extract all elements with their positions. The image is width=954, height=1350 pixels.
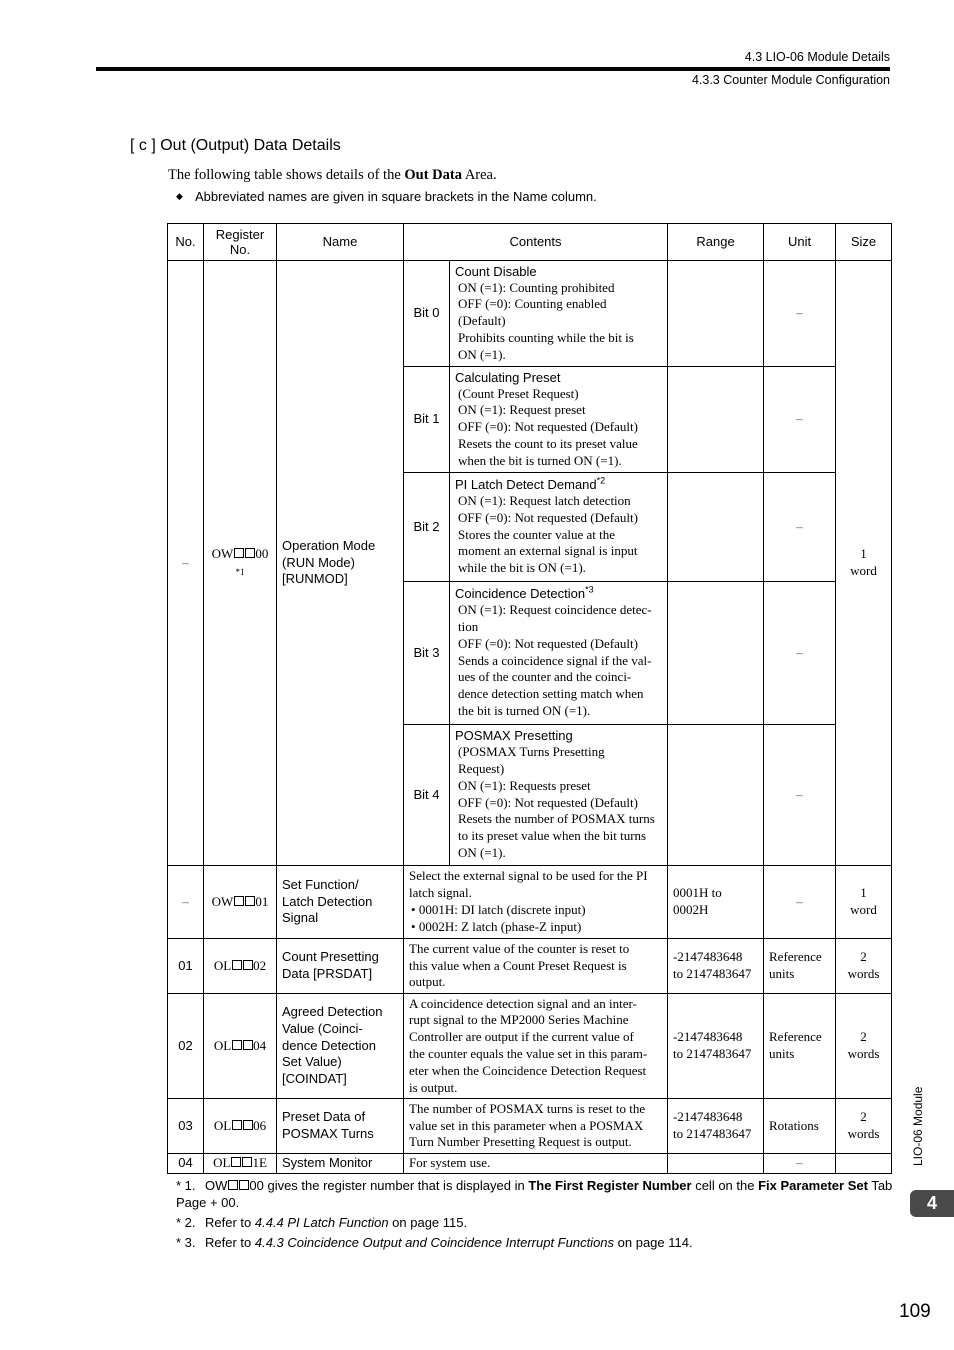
reg-suffix: 06 <box>253 1117 267 1133</box>
name-line: Operation Mode <box>282 537 376 553</box>
size-line: words <box>847 966 880 981</box>
placeholder-box-icon <box>245 548 255 558</box>
placeholder-box-icon <box>242 1157 252 1167</box>
reg-suffix: 00 <box>255 545 269 561</box>
desc-line: ON (=1): Counting prohibited <box>458 279 615 295</box>
name-line: (RUN Mode) <box>282 554 355 570</box>
footnote-ref: *2 <box>596 475 606 486</box>
bit-label: Bit 2 <box>404 473 450 582</box>
desc-line: Stores the counter value at the <box>458 526 616 542</box>
reg-prefix: OL <box>213 957 232 973</box>
row-name <box>277 939 404 994</box>
size-line: words <box>847 1126 880 1141</box>
col-header-size: Size <box>836 224 892 261</box>
row-contents <box>404 1099 668 1154</box>
name-line: Signal <box>282 910 319 926</box>
list-item: • 0002H: Z latch (phase-Z input) <box>411 918 582 934</box>
bit-contents <box>450 261 668 367</box>
row-no: 04 <box>168 1154 204 1174</box>
reg-suffix: 1E <box>252 1155 267 1171</box>
size-line: 1 <box>860 546 867 562</box>
contents-line: For system use. <box>409 1155 491 1171</box>
row-unit <box>764 1099 836 1154</box>
range-line: -2147483648 <box>673 1029 743 1045</box>
bit-title-text: PI Latch Detect Demand <box>455 477 597 492</box>
desc-line: OFF (=0): Not requested (Default) <box>458 794 638 810</box>
desc-line: OFF (=0): Not requested (Default) <box>458 635 638 651</box>
bit-label: Bit 1 <box>404 367 450 473</box>
footnote-text: Refer to <box>205 1215 255 1230</box>
intro-text: The following table shows details of the <box>168 167 405 183</box>
bit-label: Bit 0 <box>404 261 450 367</box>
footnote-2 <box>176 1214 467 1231</box>
placeholder-box-icon <box>232 1120 242 1130</box>
bit-label: Bit 3 <box>404 582 450 725</box>
reg-prefix: OL <box>213 1155 231 1171</box>
bit-unit: – <box>764 367 836 473</box>
table-row <box>168 1099 892 1154</box>
name-line: Set Function/ <box>282 876 359 892</box>
row-register <box>204 939 277 994</box>
row-register <box>204 866 277 939</box>
col-header-no: No. <box>168 224 204 261</box>
chapter-tab: 4 <box>910 1190 954 1217</box>
desc-line: OFF (=0): Counting enabled <box>458 296 607 312</box>
bit-range <box>668 582 764 725</box>
placeholder-box-icon <box>232 1040 242 1050</box>
row-range <box>668 939 764 994</box>
desc-line: Prohibits counting while the bit is <box>458 329 634 345</box>
contents-line: the counter equals the value set in this param- <box>409 1046 648 1061</box>
unit-line: units <box>769 966 795 981</box>
page-number: 109 <box>899 1301 931 1322</box>
footnote-ref: *3 <box>585 584 594 595</box>
row-no: 01 <box>168 939 204 994</box>
desc-line: (Count Preset Request) <box>458 385 579 401</box>
bit-title <box>455 477 662 493</box>
col-header-unit: Unit <box>764 224 836 261</box>
section-title: [ c ] Out (Output) Data Details <box>130 137 341 154</box>
table-header-row <box>168 224 892 261</box>
footnote-reference: 4.4.4 PI Latch Function <box>254 1215 389 1230</box>
bit-description <box>455 744 662 862</box>
range-line: to 2147483647 <box>673 1126 752 1141</box>
reg-prefix: OL <box>213 1037 232 1053</box>
bullet-icon: ◆ <box>176 191 183 201</box>
row-op-name <box>277 261 404 866</box>
name-line: Latch Detection <box>282 893 373 909</box>
bit-label: Bit 4 <box>404 725 450 866</box>
bit-unit: – <box>764 261 836 367</box>
list-item: • 0001H: DI latch (discrete input) <box>411 902 586 917</box>
desc-line: ON (=1): Requests preset <box>458 777 591 793</box>
row-op-size <box>836 261 892 866</box>
row-name <box>277 994 404 1099</box>
footnote-text: Tab Page + 00. <box>176 1178 893 1210</box>
out-data-table <box>167 223 892 1174</box>
bit-title: POSMAX Presetting <box>455 728 573 744</box>
range-line: -2147483648 <box>673 949 743 965</box>
row-contents <box>404 866 668 939</box>
row-no: 02 <box>168 994 204 1099</box>
row-size <box>836 1099 892 1154</box>
name-line: [RUNMOD] <box>282 571 348 587</box>
bit-title-text: Coincidence Detection <box>455 586 586 602</box>
row-range <box>668 1154 764 1174</box>
range-line: to 2147483647 <box>673 966 752 981</box>
contents-line: rupt signal to the MP2000 Series Machine <box>409 1012 629 1028</box>
row-unit <box>764 994 836 1099</box>
unit-line: Reference <box>769 1029 822 1045</box>
contents-line: The current value of the counter is reset to <box>409 940 630 956</box>
row-contents <box>404 994 668 1099</box>
table-row <box>168 1154 892 1174</box>
running-header-subsection: 4.3.3 Counter Module Configuration <box>691 73 890 87</box>
placeholder-box-icon <box>245 896 255 906</box>
desc-line: OFF (=0): Not requested (Default) <box>458 419 638 435</box>
side-chapter-label: LIO-06 Module <box>911 1086 925 1166</box>
row-op-no: – <box>168 261 204 866</box>
desc-line: ON (=1). <box>458 844 506 860</box>
bit-unit: – <box>764 473 836 582</box>
name-line: dence Detection <box>282 1037 376 1053</box>
size-line: 2 <box>860 1109 867 1125</box>
header-rule <box>96 67 890 71</box>
range-line: -2147483648 <box>673 1109 743 1125</box>
bit-range <box>668 725 764 866</box>
placeholder-box-icon <box>234 896 244 906</box>
size-line: word <box>850 902 877 917</box>
name-line: Agreed Detection <box>282 1004 383 1019</box>
contents-line: Select the external signal to be used for the PI <box>409 868 648 884</box>
intro-paragraph <box>168 167 497 184</box>
footnote-text: 00 gives the register number that is displayed in <box>249 1178 529 1193</box>
reg-footnote-ref: *1 <box>235 566 245 577</box>
contents-line: this value when a Count Preset Request is <box>409 957 627 973</box>
placeholder-box-icon <box>243 1040 253 1050</box>
row-range <box>668 866 764 939</box>
placeholder-box-icon <box>232 960 242 970</box>
unit-line: Rotations <box>769 1117 819 1133</box>
footnote-bold: The First Register Number <box>528 1178 692 1193</box>
placeholder-box-icon <box>234 548 244 558</box>
size-line: word <box>850 563 877 578</box>
bit-contents <box>450 473 668 582</box>
bit-contents <box>450 725 668 866</box>
contents-line: value set in this parameter when a POSMAX <box>409 1117 644 1133</box>
table-row <box>168 939 892 994</box>
bit-description <box>455 386 662 470</box>
footnote-marker: * 3. <box>176 1235 196 1250</box>
table-row <box>168 866 892 939</box>
desc-line: OFF (=0): Not requested (Default) <box>458 509 638 525</box>
list-item-text: 0002H: Z latch (phase-Z input) <box>418 918 582 934</box>
row-no: 03 <box>168 1099 204 1154</box>
col-header-range: Range <box>668 224 764 261</box>
row-size <box>836 866 892 939</box>
intro-bold-term: Out Data <box>404 167 462 183</box>
contents-line: Controller are output if the current value of <box>409 1029 634 1045</box>
footnote-3 <box>176 1234 693 1251</box>
range-line: 0001H to <box>673 885 722 901</box>
name-line: Set Value) <box>282 1054 342 1070</box>
bit-description <box>455 602 662 720</box>
note-text: Abbreviated names are given in square brackets in the Name column. <box>195 189 597 204</box>
name-line: Count Presetting <box>282 949 379 965</box>
row-unit: – <box>764 1154 836 1174</box>
reg-prefix: OL <box>213 1117 232 1133</box>
name-line: System Monitor <box>282 1155 373 1171</box>
footnote-text: OW <box>205 1178 228 1193</box>
contents-line: eter when the Coincidence Detection Request <box>409 1062 647 1078</box>
bit-contents <box>450 367 668 473</box>
name-line: Value (Coinci- <box>282 1020 363 1036</box>
row-unit <box>764 939 836 994</box>
desc-line: Request) <box>458 761 505 776</box>
footnote-text: Refer to <box>205 1235 255 1250</box>
bit-title: Calculating Preset <box>455 369 561 385</box>
name-line: Data [PRSDAT] <box>282 966 373 981</box>
row-unit: – <box>764 866 836 939</box>
row-contents <box>404 1154 668 1174</box>
bit-unit: – <box>764 582 836 725</box>
placeholder-box-icon <box>239 1180 249 1190</box>
contents-line: is output. <box>409 1079 458 1095</box>
reg-suffix: 04 <box>253 1037 267 1053</box>
bit-title <box>455 586 662 602</box>
desc-line: moment an external signal is input <box>458 543 638 559</box>
table-row <box>168 994 892 1099</box>
row-contents <box>404 939 668 994</box>
intro-text-end: Area. <box>462 167 497 183</box>
footnote-text: on page 115. <box>388 1215 468 1230</box>
footnote-marker: * 2. <box>176 1215 196 1230</box>
size-line: 2 <box>860 1029 867 1045</box>
note-bullet <box>176 189 597 204</box>
col-header-register-no: Register No. <box>204 224 277 261</box>
bit-range <box>668 261 764 367</box>
footnote-1 <box>176 1177 896 1211</box>
name-line: [COINDAT] <box>282 1071 347 1087</box>
unit-line: units <box>769 1046 795 1061</box>
footnote-text: cell on the <box>691 1178 759 1193</box>
list-item-text: 0001H: DI latch (discrete input) <box>418 902 586 917</box>
contents-line: The number of POSMAX turns is reset to the <box>409 1100 646 1116</box>
bit-range <box>668 473 764 582</box>
row-register <box>204 1099 277 1154</box>
row-register <box>204 994 277 1099</box>
footnote-reference: 4.4.3 Coincidence Output and Coincidence Interrupt Functions <box>254 1235 615 1250</box>
desc-line: ON (=1): Request coincidence detec- <box>458 602 652 618</box>
col-header-name: Name <box>277 224 404 261</box>
name-line: POSMAX Turns <box>282 1126 374 1141</box>
bit-description <box>455 280 662 364</box>
placeholder-box-icon <box>231 1157 241 1167</box>
bit-title: Count Disable <box>455 263 537 279</box>
contents-line: Turn Number Presetting Request is output. <box>409 1134 632 1150</box>
desc-line: Resets the number of POSMAX turns <box>458 811 655 827</box>
bit-unit: – <box>764 725 836 866</box>
row-op-register <box>204 261 277 866</box>
bit-range <box>668 367 764 473</box>
reg-suffix: 01 <box>255 893 269 909</box>
size-line: 1 <box>860 885 867 901</box>
row-range <box>668 994 764 1099</box>
reg-suffix: 02 <box>253 957 267 973</box>
reg-prefix: OW <box>211 545 234 561</box>
row-range <box>668 1099 764 1154</box>
bit-contents <box>450 582 668 725</box>
name-line: Preset Data of <box>282 1109 366 1125</box>
range-line: 0002H <box>673 902 709 917</box>
desc-line: (POSMAX Turns Presetting <box>458 744 605 760</box>
footnote-bold: Fix Parameter Set <box>758 1178 868 1193</box>
row-register <box>204 1154 277 1174</box>
desc-line: Sends a coincidence signal if the val- <box>458 652 652 668</box>
placeholder-box-icon <box>243 960 253 970</box>
desc-line: Resets the count to its preset value <box>458 435 638 451</box>
size-line: words <box>847 1046 880 1061</box>
row-name <box>277 866 404 939</box>
desc-line: to its preset value when the bit turns <box>458 828 647 844</box>
running-header-section: 4.3 LIO-06 Module Details <box>744 50 890 64</box>
desc-line: ues of the counter and the coinci- <box>458 669 632 685</box>
desc-line: the bit is turned ON (=1). <box>458 702 591 718</box>
desc-line: while the bit is ON (=1). <box>458 560 586 576</box>
table-row <box>168 261 892 367</box>
row-no: – <box>168 866 204 939</box>
contents-line: A coincidence detection signal and an inter- <box>409 995 637 1011</box>
row-size <box>836 994 892 1099</box>
range-line: to 2147483647 <box>673 1046 752 1061</box>
bit-description <box>455 493 662 577</box>
reg-prefix: OW <box>211 893 234 909</box>
unit-line: Reference <box>769 949 822 965</box>
desc-line: dence detection setting match when <box>458 686 644 702</box>
desc-line: ON (=1): Request latch detection <box>458 493 631 508</box>
row-name <box>277 1154 404 1174</box>
row-name <box>277 1099 404 1154</box>
placeholder-box-icon <box>243 1120 253 1130</box>
footnote-text: on page 114. <box>614 1235 693 1250</box>
desc-line: ON (=1): Request preset <box>458 402 586 418</box>
contents-line: latch signal. <box>409 885 472 901</box>
row-size <box>836 1154 892 1174</box>
col-header-contents: Contents <box>404 224 668 261</box>
footnote-marker: * 1. <box>176 1178 196 1193</box>
row-size <box>836 939 892 994</box>
desc-line: ON (=1). <box>458 346 506 362</box>
placeholder-box-icon <box>228 1180 238 1190</box>
desc-line: (Default) <box>458 313 506 329</box>
size-line: 2 <box>860 949 867 965</box>
contents-line: output. <box>409 974 446 990</box>
desc-line: when the bit is turned ON (=1). <box>458 452 622 468</box>
desc-line: tion <box>458 619 479 634</box>
